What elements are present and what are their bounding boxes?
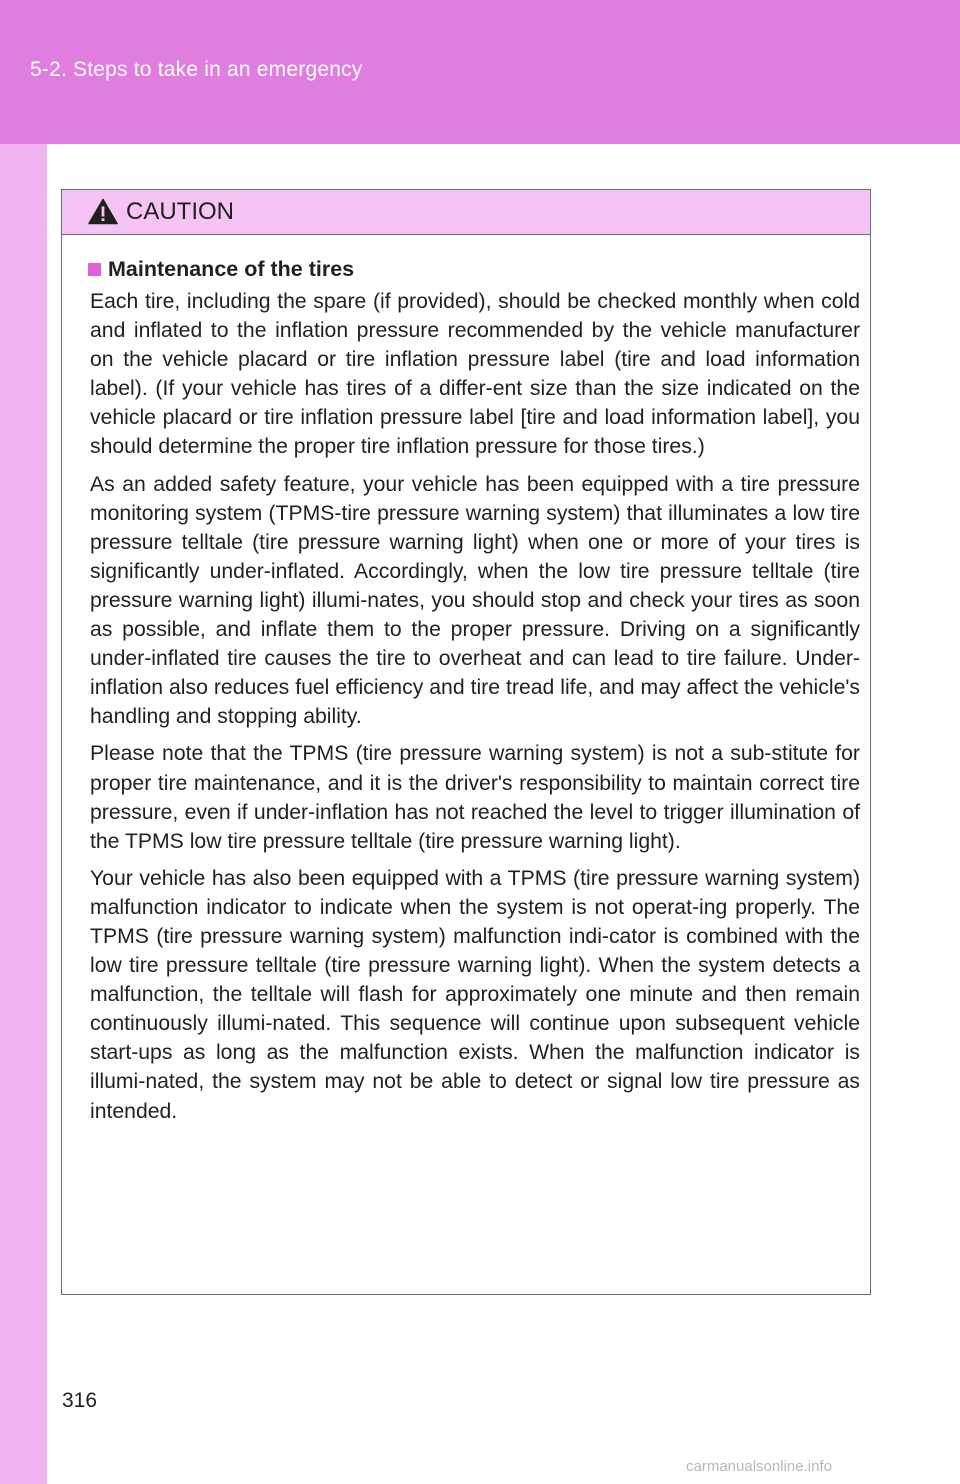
page-number: 316 — [62, 1389, 98, 1412]
paragraph-1: Each tire, including the spare (if provided), should be checked monthly when cold and inflated to the inflation pressure recommended by the vehicle manufacturer on the vehicle placard or tire inflation pressure label (tire and load information label). (If your vehicle has tires of a differ-ent size than the size indicated on the vehicle placard or tire inflation pressure label [tire and load information label], you should determine the proper tire inflation pressure for those tires.) — [90, 290, 860, 459]
item-title: Maintenance of the tires — [108, 257, 355, 281]
item-heading — [89, 255, 860, 284]
square-bullet-icon — [88, 263, 101, 276]
paragraph-3: Please note that the TPMS (tire pressure warning system) is not a sub-stitute for proper tire maintenance, and it is the driver's responsibility to maintain correct tire pressure, even if under-inflation has not reached the level to trigger illumination of the TPMS low tire pressure telltale (tire pressure warning light). — [90, 742, 860, 853]
caution-label: CAUTION — [126, 198, 234, 225]
caution-header — [62, 190, 870, 235]
paragraph-4: Your vehicle has also been equipped with a TPMS (tire pressure warning system) malfunction indicator to indicate when the system is not operat-ing properly. The TPMS (tire pressure warning system) malfunction indi-cator is combined with the low tire pressure telltale (tire pressure warning light). When the system detects a malfunction, the telltale will flash for approximately one minute and then remain continuously illumi-nated. This sequence will continue upon subsequent vehicle start-ups as long as the malfunction exists. When the malfunction indicator is illumi-nated, the system may not be able to detect or signal low tire pressure as intended. — [90, 866, 860, 1123]
paragraph-2: As an added safety feature, your vehicle has been equipped with a tire pressure monitoring system (TPMS-tire pressure warning system) that illuminates a low tire pressure telltale (tire pressure warning light) when one or more of your tires is significantly under-inflated. Accordingly, when the low tire pressure telltale (tire pressure warning light) illumi-nates, you should stop and check your tires as soon as possible, and inflate them to the proper pressure. Driving on a significantly under-inflated tire causes the tire to overheat and can lead to tire failure. Under-inflation also reduces fuel efficiency and tire tread life, and may affect the vehicle's handling and stopping ability. — [90, 472, 860, 729]
section-title: 5-2. Steps to take in an emergency — [30, 58, 363, 81]
side-band — [0, 144, 47, 1484]
caution-body — [62, 235, 870, 1126]
watermark: carmanualsonline.info — [686, 1458, 832, 1475]
caution-box — [61, 189, 871, 1295]
warning-triangle-icon — [88, 198, 118, 225]
